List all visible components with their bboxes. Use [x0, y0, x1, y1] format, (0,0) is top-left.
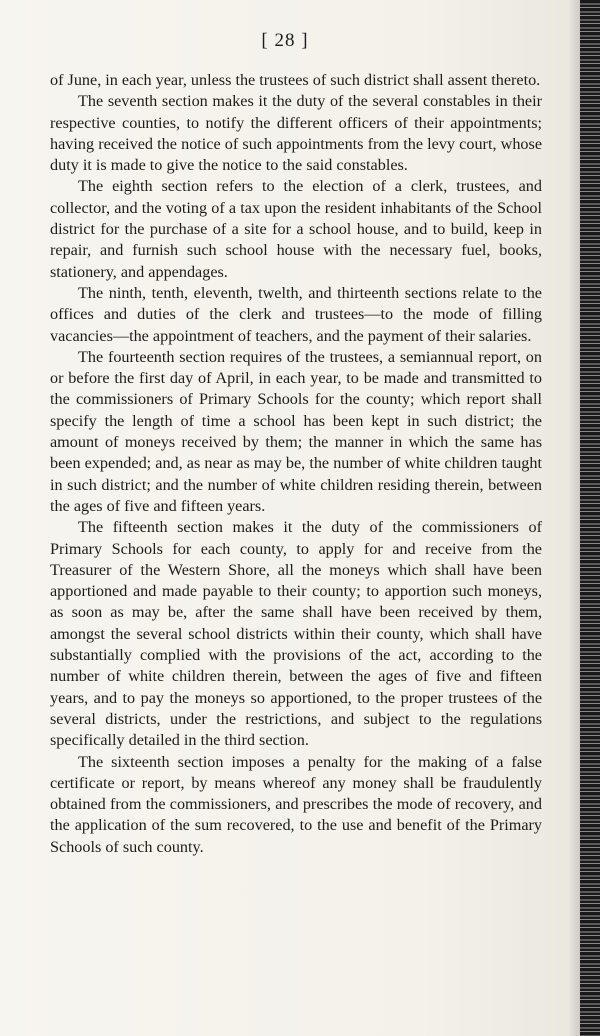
- paragraph-eighth-section: The eighth section refers to the election of a clerk, trustees, and collector, and the voting of a tax upon the resident inhabitants of the School district for the purchase of a site for a school house, and to build, keep in repair, and furnish such school house with the necessary fuel, books, stationery, and appendages.: [50, 177, 542, 281]
- page-number: [ 28 ]: [261, 30, 309, 51]
- paragraph-seventh-section: The seventh section makes it the duty of the several constables in their respective counties, to notify the different officers of their appointments; having received the notice of such appointments from the levy court, whose duty it is made to give the notice to the said constables.: [50, 92, 542, 175]
- body-text: [50, 70, 542, 858]
- paragraph-sixteenth-section: The sixteenth section imposes a penalty for the making of a false certificate or report, by means whereof any money shall be fraudulently obtained from the commissioners, and prescribes the mode of recovery, and the application of the sum recovered, to the use and benefit of the Primary Schools of such county.: [50, 752, 542, 856]
- scanner-edge-strip: [580, 0, 600, 1036]
- paragraph-fourteenth-section: The fourteenth section requires of the trustees, a semiannual report, on or before the first day of April, in each year, to be made and transmitted to the commissioners of Primary Schools for the county; which report shall specify the length of time a school has been kept in such district; the amount of moneys received by them; the manner in which the same has been expended; and, as near as may be, the number of white children taught in such district; and the number of white children residing therein, between the ages of five and fifteen years.: [50, 347, 542, 515]
- paragraph-ninth-to-thirteenth-sections: The ninth, tenth, eleventh, twelth, and thirteenth sections relate to the offices and duties of the clerk and trustees—to the mode of filling vacancies—the appointment of teachers, and the payment of their salaries.: [50, 283, 542, 345]
- paragraph-continued: of June, in each year, unless the trustees of such district shall assent thereto.: [50, 71, 541, 89]
- binding-shadow: [568, 0, 580, 1036]
- paragraph-fifteenth-section: The fifteenth section makes it the duty of the commissioners of Primary Schools for each county, to apply for and receive from the Treasurer of the Western Shore, all the moneys which shall have been apportioned and made payable to their county; to apportion such moneys, as soon as may be, after the same shall have been received by them, amongst the several school districts within their county, which shall have substantially complied with the provisions of the act, according to the number of white children therein, between the ages of five and fifteen years, and to pay the moneys so apportioned, to the proper trustees of the several districts, under the restrictions, and subject to the regulations specifically detailed in the third section.: [50, 518, 542, 750]
